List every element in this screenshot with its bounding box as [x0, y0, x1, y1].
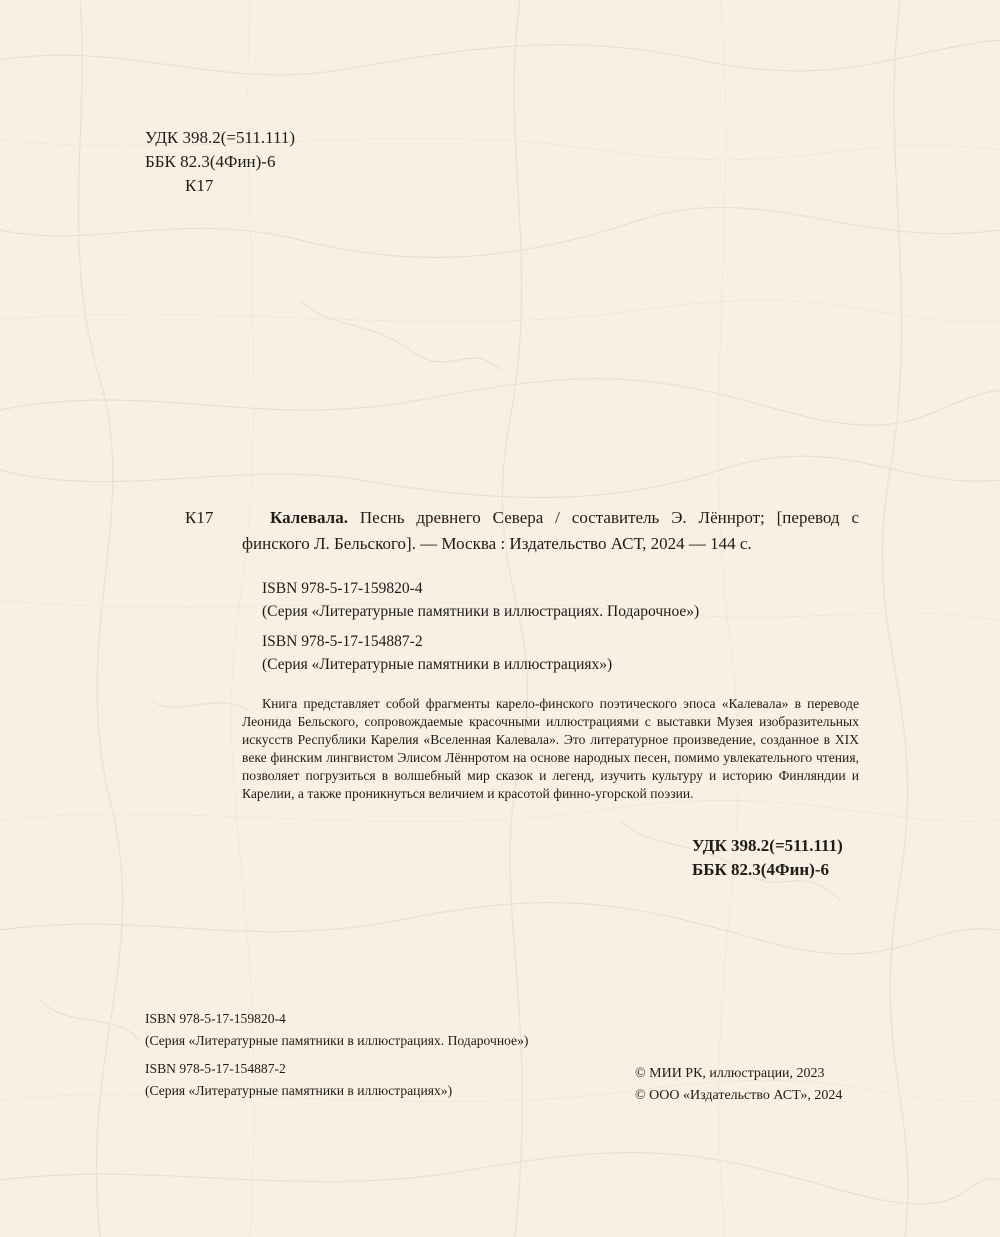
- series-name: (Серия «Литературные памятники в иллюстрациях. Подарочное»): [262, 603, 700, 620]
- book-annotation: Книга представляет собой фрагменты карело-финского поэтического эпоса «Калевала» в переводе Леонида Бельского, сопровождаемые красочными иллюстрациями с выставки Музея изобразительных искусств Республики Карелия «Вселенная Калевала». Это литературное произведение, созданное в XIX веке финским лингвистом Элисом Лённротом на основе народных песен, помимо увлекательного чтения, позволяет погрузиться в волшебный мир сказок и легенд, изучить культуру и историю Финляндии и Карелии, а также проникнуться величием и красотой финно-угорской поэзии.: [242, 696, 859, 801]
- udk-code: УДК 398.2(=511.111): [692, 836, 843, 855]
- bibliographic-details: Песнь древнего Севера / составитель Э. Лённрот; [перевод с финского Л. Бельского]. — Москва : Издательство АСТ, 2024 — 144 с.: [242, 508, 859, 553]
- bottom-isbn-gift-edition: [145, 1008, 528, 1051]
- series-name: (Серия «Литературные памятники в иллюстрациях»): [262, 656, 613, 673]
- catalog-isbn-gift-edition: [262, 577, 699, 623]
- copyright-illustrations: © МИИ РК, иллюстрации, 2023: [635, 1066, 825, 1081]
- series-name: (Серия «Литературные памятники в иллюстрациях. Подарочное»): [145, 1032, 529, 1048]
- series-name: (Серия «Литературные памятники в иллюстрациях»): [145, 1082, 453, 1098]
- isbn-number: ISBN 978-5-17-159820-4: [145, 1011, 286, 1026]
- book-title: Калевала.: [270, 508, 348, 527]
- isbn-number: ISBN 978-5-17-159820-4: [262, 580, 423, 597]
- author-mark: К17: [185, 176, 214, 195]
- bbk-code: ББК 82.3(4Фин)-6: [692, 860, 829, 879]
- bbk-code: ББК 82.3(4Фин)-6: [145, 152, 276, 171]
- catalog-author-mark: К17: [185, 508, 214, 527]
- top-classification-codes: [145, 126, 295, 198]
- catalog-isbn-standard-edition: [262, 630, 612, 676]
- catalog-description: [242, 505, 859, 557]
- isbn-number: ISBN 978-5-17-154887-2: [262, 633, 423, 650]
- isbn-number: ISBN 978-5-17-154887-2: [145, 1061, 286, 1076]
- udk-code: УДК 398.2(=511.111): [145, 128, 296, 147]
- copyright-publisher: © ООО «Издательство АСТ», 2024: [635, 1088, 843, 1103]
- catalog-classification-codes: [692, 834, 843, 882]
- bottom-isbn-standard-edition: [145, 1058, 452, 1101]
- copyright-block: [635, 1063, 842, 1107]
